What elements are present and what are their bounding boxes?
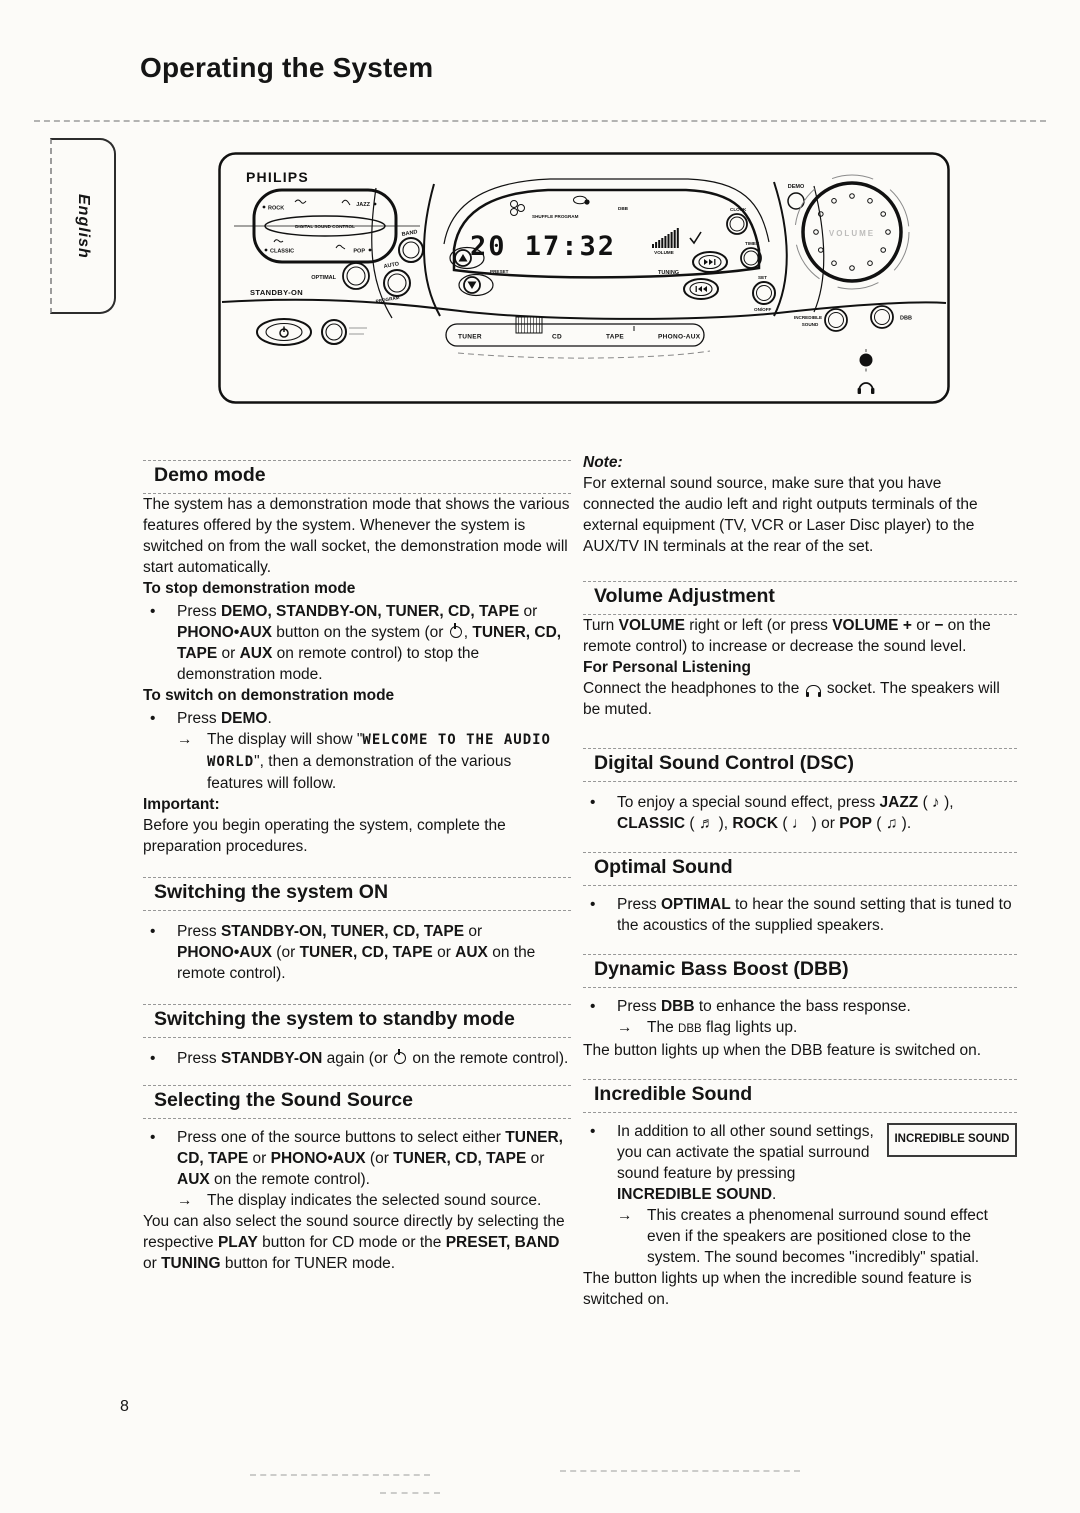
bullet-icon: • xyxy=(590,794,596,811)
clock-label: CLOCK xyxy=(730,207,747,212)
optimal-label: OPTIMAL xyxy=(311,275,336,281)
clock-button[interactable] xyxy=(727,214,747,234)
power-icon xyxy=(394,1052,406,1064)
important-text: Before you begin operating the system, complete the preparation procedures. xyxy=(143,817,506,855)
tuning-next-button[interactable] xyxy=(693,252,727,272)
list-item xyxy=(583,792,1017,834)
device-illustration xyxy=(218,152,950,404)
incredible-sound-badge: INCREDIBLE SOUND xyxy=(887,1123,1017,1157)
incredible-sound-button[interactable] xyxy=(825,309,847,331)
bullet-icon: • xyxy=(150,923,156,940)
display-volume-label: VOLUME xyxy=(654,250,674,255)
demo-button[interactable] xyxy=(788,193,804,209)
bullet-icon: • xyxy=(150,710,156,727)
volume-knob[interactable] xyxy=(795,175,909,289)
onoff-label: ON/OFF xyxy=(754,307,772,312)
source-tape-label[interactable]: TAPE xyxy=(606,333,625,341)
switching-on-text: Press STANDBY-ON, TUNER, CD, TAPE or PHONO•AUX (or TUNER, CD, TAPE or AUX on the remote control). xyxy=(177,923,536,982)
set-label: SET xyxy=(758,275,767,280)
jazz-instrument-icon: ♪ xyxy=(932,794,940,811)
dsc-classic-label[interactable]: CLASSIC xyxy=(270,248,295,255)
next-track-icon xyxy=(704,259,713,265)
dbb-flag: DBB xyxy=(618,206,628,211)
timer-onoff-button[interactable] xyxy=(753,282,775,304)
bullet-icon: • xyxy=(150,1129,156,1146)
preset-label: PRESET xyxy=(490,269,509,274)
cd-icon xyxy=(511,201,518,208)
language-tab-label: English xyxy=(75,193,92,259)
program-label: PROGRAM xyxy=(375,294,400,304)
result-item xyxy=(143,729,571,794)
bullet-icon: • xyxy=(590,1123,596,1140)
display-time: 20 17:32 xyxy=(470,231,617,262)
section-heading-demo-mode: Demo mode xyxy=(143,460,571,494)
section-heading-sound-source: Selecting the Sound Source xyxy=(143,1085,571,1119)
scan-artifact xyxy=(560,1470,800,1472)
headphones-icon xyxy=(858,383,875,394)
subheading-personal-listening: For Personal Listening xyxy=(583,659,751,676)
incredible-text: In addition to all other sound settings, you can activate the spatial surround sound feature by pressing INCREDIBLE SOUND. xyxy=(617,1123,874,1203)
bullet-icon: • xyxy=(150,1050,156,1067)
power-icon xyxy=(450,626,462,638)
volume-knob-label: VOLUME xyxy=(828,229,876,238)
rock-instrument-icon: ♩ xyxy=(791,815,808,832)
list-item xyxy=(583,894,1017,936)
arrow-down-icon xyxy=(468,282,477,290)
sound-source-text: Press one of the source buttons to select either TUNER, CD, TAPE or PHONO•AUX (or TUNER, CD, TAPE or AUX on the remote control). xyxy=(177,1129,563,1188)
section-heading-optimal: Optimal Sound xyxy=(583,852,1017,886)
right-column xyxy=(583,452,1017,1310)
title-divider xyxy=(34,120,1046,122)
band-button[interactable] xyxy=(399,238,423,262)
incredible-note-text: The button lights up when the incredible sound feature is switched on. xyxy=(583,1270,972,1308)
motorized-doors-button[interactable] xyxy=(322,320,367,344)
subheading-switch-demo: To switch on demonstration mode xyxy=(143,687,395,704)
important-label: Important: xyxy=(143,796,220,813)
dbb-text: Press DBB to enhance the bass response. xyxy=(617,998,911,1015)
panel-seam-lower xyxy=(458,351,710,358)
band-label: BAND xyxy=(401,229,418,238)
dbb-label: DBB xyxy=(900,315,912,322)
scan-artifact xyxy=(250,1474,430,1476)
list-item xyxy=(583,996,1017,1017)
tuning-prev-button[interactable] xyxy=(684,279,718,299)
section-heading-volume: Volume Adjustment xyxy=(583,581,1017,615)
shuffle-program-flag: SHUFFLE PROGRAM xyxy=(532,214,579,219)
jazz-sax-icon xyxy=(342,200,350,205)
note-label: Note: xyxy=(583,454,623,471)
dsc-pad[interactable] xyxy=(234,190,420,262)
standby-text: Press STANDBY-ON again (or on the remote control). xyxy=(177,1050,569,1067)
headphone-jack[interactable] xyxy=(860,349,873,372)
timer-label: TIMER xyxy=(745,241,760,246)
left-column xyxy=(143,452,571,1274)
dsc-center-label: DIGITAL SOUND CONTROL xyxy=(295,224,355,229)
headphones-icon xyxy=(806,685,821,695)
demo-display-text: The display will show "WELCOME TO THE AUDIO WORLD", then a demonstration of the various features will follow. xyxy=(207,731,551,792)
personal-listening-text: Connect the headphones to the socket. The speakers will be muted. xyxy=(583,680,1000,718)
section-heading-dbb: Dynamic Bass Boost (DBB) xyxy=(583,954,1017,988)
page-title: Operating the System xyxy=(140,52,434,83)
display-icons xyxy=(511,196,629,219)
stop-demo-text: Press DEMO, STANDBY-ON, TUNER, CD, TAPE or PHONO•AUX button on the system (or , TUNER, CD, TAPE or AUX on remote control) to stop the demonstration mode. xyxy=(177,603,562,683)
source-selector[interactable] xyxy=(446,317,704,346)
list-item xyxy=(143,601,571,685)
subheading-stop-demo: To stop demonstration mode xyxy=(143,580,356,597)
page-number: 8 xyxy=(120,1398,129,1415)
arrow-icon: → xyxy=(177,731,193,748)
classic-harp-icon xyxy=(274,240,283,242)
result-item xyxy=(583,1205,1017,1268)
arrow-up-icon xyxy=(459,254,468,262)
dsc-jazz-label[interactable]: JAZZ xyxy=(356,202,370,208)
classic-instrument-icon: ♬ xyxy=(698,815,715,832)
rock-guitar-icon xyxy=(295,200,306,203)
optimal-button[interactable] xyxy=(343,263,369,289)
demo-label: DEMO xyxy=(787,184,805,190)
list-item xyxy=(143,1127,571,1190)
auto-label: AUTO xyxy=(383,261,400,270)
preset-down-button[interactable] xyxy=(459,275,493,296)
dbb-note-text: The button lights up when the DBB feature is switched on. xyxy=(583,1042,982,1059)
volume-bars xyxy=(652,228,679,248)
pop-guitar-icon xyxy=(336,245,345,249)
dsc-pop-label[interactable]: POP xyxy=(353,248,365,255)
dsc-rock-label[interactable]: ROCK xyxy=(268,205,285,212)
result-item xyxy=(583,1017,1017,1040)
timer-button[interactable] xyxy=(741,248,761,268)
bullet-icon: • xyxy=(590,896,596,913)
incredible-effect-text: This creates a phenomenal surround sound effect even if the speakers are positioned close to the system. The sound becomes "incredibly" spatial. xyxy=(647,1207,988,1266)
incredible-sound-label-2: SOUND xyxy=(801,322,819,327)
section-heading-incredible: Incredible Sound xyxy=(583,1079,1017,1113)
demo-intro-text: The system has a demonstration mode that shows the various features offered by the system. Whenever the system is switched on from the wall socket, the demonstration mode will start automatically. xyxy=(143,496,570,576)
result-item xyxy=(143,1190,571,1211)
list-item xyxy=(143,921,571,984)
bullet-icon: • xyxy=(590,998,596,1015)
bullet-icon: • xyxy=(150,603,156,620)
section-heading-dsc: Digital Sound Control (DSC) xyxy=(583,748,1017,782)
check-icon xyxy=(690,232,701,243)
source-tuner-label[interactable]: TUNER xyxy=(458,333,482,341)
list-item xyxy=(143,708,571,729)
incredible-sound-label-1: INCREDIBLE xyxy=(793,315,823,320)
standby-on-button[interactable] xyxy=(257,319,311,345)
list-item xyxy=(583,1121,875,1205)
dbb-button[interactable] xyxy=(871,306,893,328)
section-heading-standby: Switching the system to standby mode xyxy=(143,1004,571,1038)
source-display-text: The display indicates the selected sound source. xyxy=(207,1192,542,1209)
prev-track-icon xyxy=(698,286,707,292)
incredible-block xyxy=(583,1121,1017,1268)
volume-text: Turn VOLUME right or left (or press VOLUME + or − on the remote control) to increase or decrease the sound level. xyxy=(583,617,991,655)
source-phono-aux-label[interactable]: PHONO-AUX xyxy=(658,333,701,341)
arrow-icon: → xyxy=(617,1207,633,1224)
arrow-icon: → xyxy=(617,1019,633,1036)
switch-demo-text: Press DEMO. xyxy=(177,710,272,727)
standby-on-label: STANDBY-ON xyxy=(250,288,304,297)
source-extra-text: You can also select the sound source directly by selecting the respective PLAY button for CD mode or the PRESET, BAND or TUNING button for TUNER mode. xyxy=(143,1213,565,1272)
source-cd-label[interactable]: CD xyxy=(552,333,562,341)
list-item xyxy=(143,1048,571,1069)
brand-label: PHILIPS xyxy=(246,169,309,185)
tuning-label: TUNING xyxy=(658,270,680,276)
source-slider-handle[interactable] xyxy=(516,317,542,333)
display-edge-right xyxy=(774,182,787,316)
section-heading-switching-on: Switching the system ON xyxy=(143,877,571,911)
dbb-flag-text: The DBB flag lights up. xyxy=(647,1019,798,1036)
arrow-icon: → xyxy=(177,1192,193,1209)
language-tab xyxy=(50,138,116,314)
note-text: For external sound source, make sure that you have connected the audio left and right outputs terminals of the external equipment (TV, VCR or Laser Disc player) to the AUX/TV IN terminals at the rear of the set. xyxy=(583,475,978,555)
optimal-text: Press OPTIMAL to hear the sound setting that is tuned to the acoustics of the supplied speakers. xyxy=(617,896,1012,934)
pop-instrument-icon: ♫ xyxy=(885,815,898,832)
scan-artifact xyxy=(380,1492,440,1494)
auto-program-button[interactable] xyxy=(384,270,410,296)
dsc-text: To enjoy a special sound effect, press JAZZ ( ♪ ), CLASSIC ( ♬ ), ROCK ( ♩ ) or POP ( ♫ ). xyxy=(617,794,954,832)
display-edge-left xyxy=(424,184,440,316)
